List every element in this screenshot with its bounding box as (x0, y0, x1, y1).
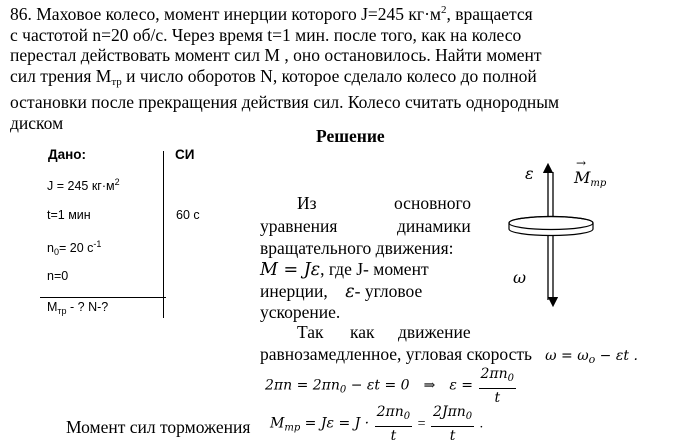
equation-torque: $M_{тр} = J\varepsilon = J$ · $\frac{2\pi n_0}{t}$ = $\frac{2J\pi n_0}{t}$ . (270, 404, 484, 444)
si-title: СИ (175, 147, 195, 162)
given-title: Дано: (48, 147, 87, 162)
p1-word-2: основного (394, 193, 471, 213)
p1-line-3: вращательного движения: (260, 238, 454, 258)
epsilon-label: ε (525, 164, 534, 183)
p1-line-2a: уравнения (260, 216, 338, 236)
torque-label: Момент сил торможения (66, 417, 251, 437)
given-divider-horizontal (40, 297, 166, 298)
fraction-torque-2: $\frac{2J\pi n_0}{t}$ (433, 404, 473, 444)
p2-line-2: равнозамедленное, угловая скорость $\omega = \omega_o - \varepsilon t$ . (260, 344, 638, 366)
p2-word-3: движение (398, 322, 471, 342)
p2-word-1: Так (297, 322, 324, 342)
given-frequency: $n_0= 20$ $с^{-1}$ (47, 239, 102, 257)
problem-line-3: перестал действовать момент сил М , оно остановилось. Найти момент (10, 45, 542, 66)
problem-line-1: 86. Маховое колесо, момент инерции которого J=245 $кг\cdot м^2$, вращается (10, 4, 533, 24)
problem-line-4: сил трения $М_{тр}$ и число оборотов N, которое сделало колесо до полной (10, 65, 537, 88)
p1-line-5: инерции, ε- угловое (260, 281, 423, 302)
problem-line-2: с частотой n=20 об/с. Через время t=1 мин. после того, как на колесо (10, 24, 522, 45)
p1-line-6: ускорение. (260, 302, 341, 322)
fraction-epsilon: $\frac{2\pi n_0}{t}$ (480, 366, 515, 406)
vector-arrow-icon: → (576, 156, 587, 170)
given-time: t=1 мин (47, 208, 91, 222)
given-final-frequency: n=0 (47, 269, 69, 283)
moment-label: → $M_{тр}$ (574, 156, 607, 189)
equation-angular-acceleration: $2\pi n = 2\pi n_0 - \varepsilon t = 0$ ⇒ ε = $\frac{2\pi n_0}{t}$ (265, 366, 515, 406)
problem-line-5: остановки после прекращения действия сил. Колесо считать однородным (10, 92, 560, 113)
disk-figure (495, 156, 645, 310)
given-unknowns: $М_{тр}$ - ? N-? (47, 300, 109, 316)
p1-word-1: Из (297, 193, 317, 213)
p2-word-2: как (350, 322, 375, 342)
given-moment-inertia: J = 245 $кг\cdot м^2$ (47, 177, 120, 193)
given-divider-vertical (163, 151, 164, 318)
p1-line-4: M = Jε, где J- момент (260, 259, 429, 280)
given-time-si: 60 с (176, 208, 200, 222)
problem-statement (10, 0, 650, 134)
fraction-torque-1: $\frac{2\pi n_0}{t}$ (376, 404, 411, 444)
omega-label: ω (513, 268, 527, 287)
problem-line-6: диском (10, 112, 64, 133)
p1-line-2b: динамики (397, 216, 471, 236)
implies-icon: ⇒ (423, 378, 436, 394)
solution-heading: Решение (316, 126, 385, 146)
